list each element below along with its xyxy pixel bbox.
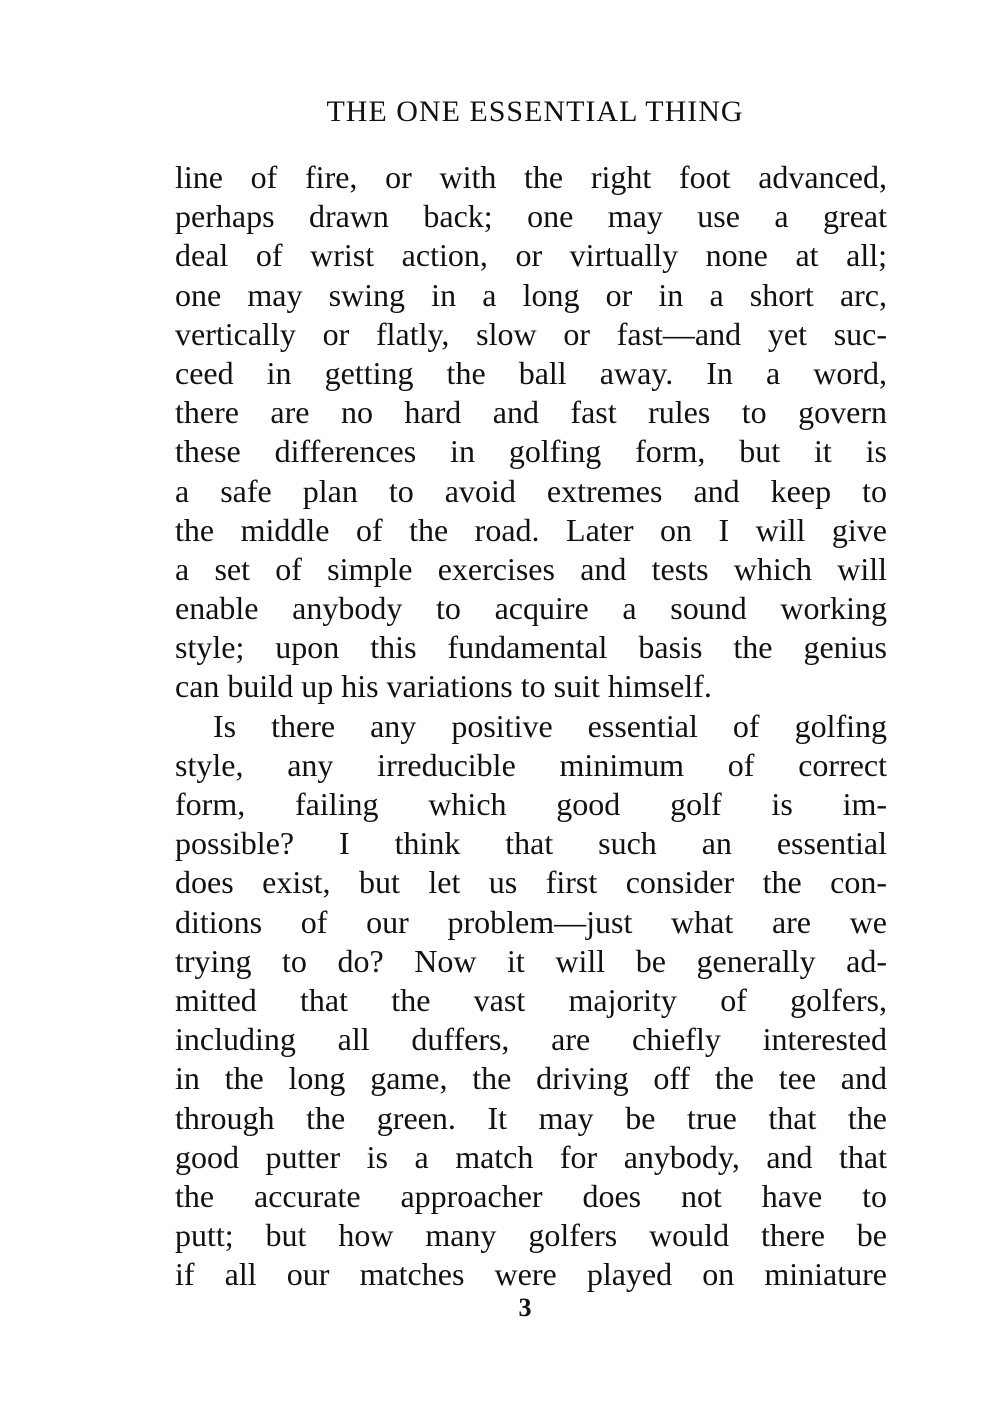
text-line: line of fire, or with the right foot advanced, xyxy=(175,159,887,195)
body-text xyxy=(175,158,887,1294)
text-line: does exist, but let us first consider the con- xyxy=(175,864,887,901)
text-line: deal of wrist action, or virtually none at all; xyxy=(175,237,887,274)
text-line: possible? I think that such an essential xyxy=(175,825,887,862)
text-line: a safe plan to avoid extremes and keep to xyxy=(175,472,887,509)
text-line: form, failing which good golf is im- xyxy=(175,786,887,822)
text-line: good putter is a match for anybody, and that xyxy=(175,1138,887,1175)
text-line: ceed in getting the ball away. In a word, xyxy=(175,354,887,391)
text-line: style; upon this fundamental basis the genius xyxy=(175,629,887,666)
text-line: ditions of our problem—just what are we xyxy=(175,903,887,940)
text-line: the accurate approacher does not have to xyxy=(175,1177,887,1214)
text-line: if all our matches were played on miniature xyxy=(175,1256,887,1293)
text-line: perhaps drawn back; one may use a great xyxy=(175,198,887,235)
text-line: mitted that the vast majority of golfers, xyxy=(175,981,887,1018)
text-line: style, any irreducible minimum of correct xyxy=(175,746,887,783)
text-line: through the green. It may be true that the xyxy=(175,1099,887,1136)
text-line: vertically or flatly, slow or fast—and yet suc- xyxy=(175,315,887,352)
text-line: in the long game, the driving off the tee and xyxy=(175,1060,887,1097)
text-line: these differences in golfing form, but it is xyxy=(175,433,887,470)
text-line: a set of simple exercises and tests which will xyxy=(175,550,887,587)
text-line: trying to do? Now it will be generally ad- xyxy=(175,942,887,979)
text-line: enable anybody to acquire a sound working xyxy=(175,590,887,627)
text-line: there are no hard and fast rules to govern xyxy=(175,394,887,431)
text-line: Is there any positive essential of golfing xyxy=(213,707,887,744)
page-number: 3 xyxy=(518,1293,532,1322)
text-line: one may swing in a long or in a short arc, xyxy=(175,276,887,313)
text-line: the middle of the road. Later on I will give xyxy=(175,511,887,548)
text-line: including all duffers, are chiefly interested xyxy=(175,1021,887,1058)
text-line: can build up his variations to suit himself. xyxy=(175,668,712,705)
running-head: THE ONE ESSENTIAL THING xyxy=(326,95,744,128)
text-line: putt; but how many golfers would there be xyxy=(175,1217,887,1254)
